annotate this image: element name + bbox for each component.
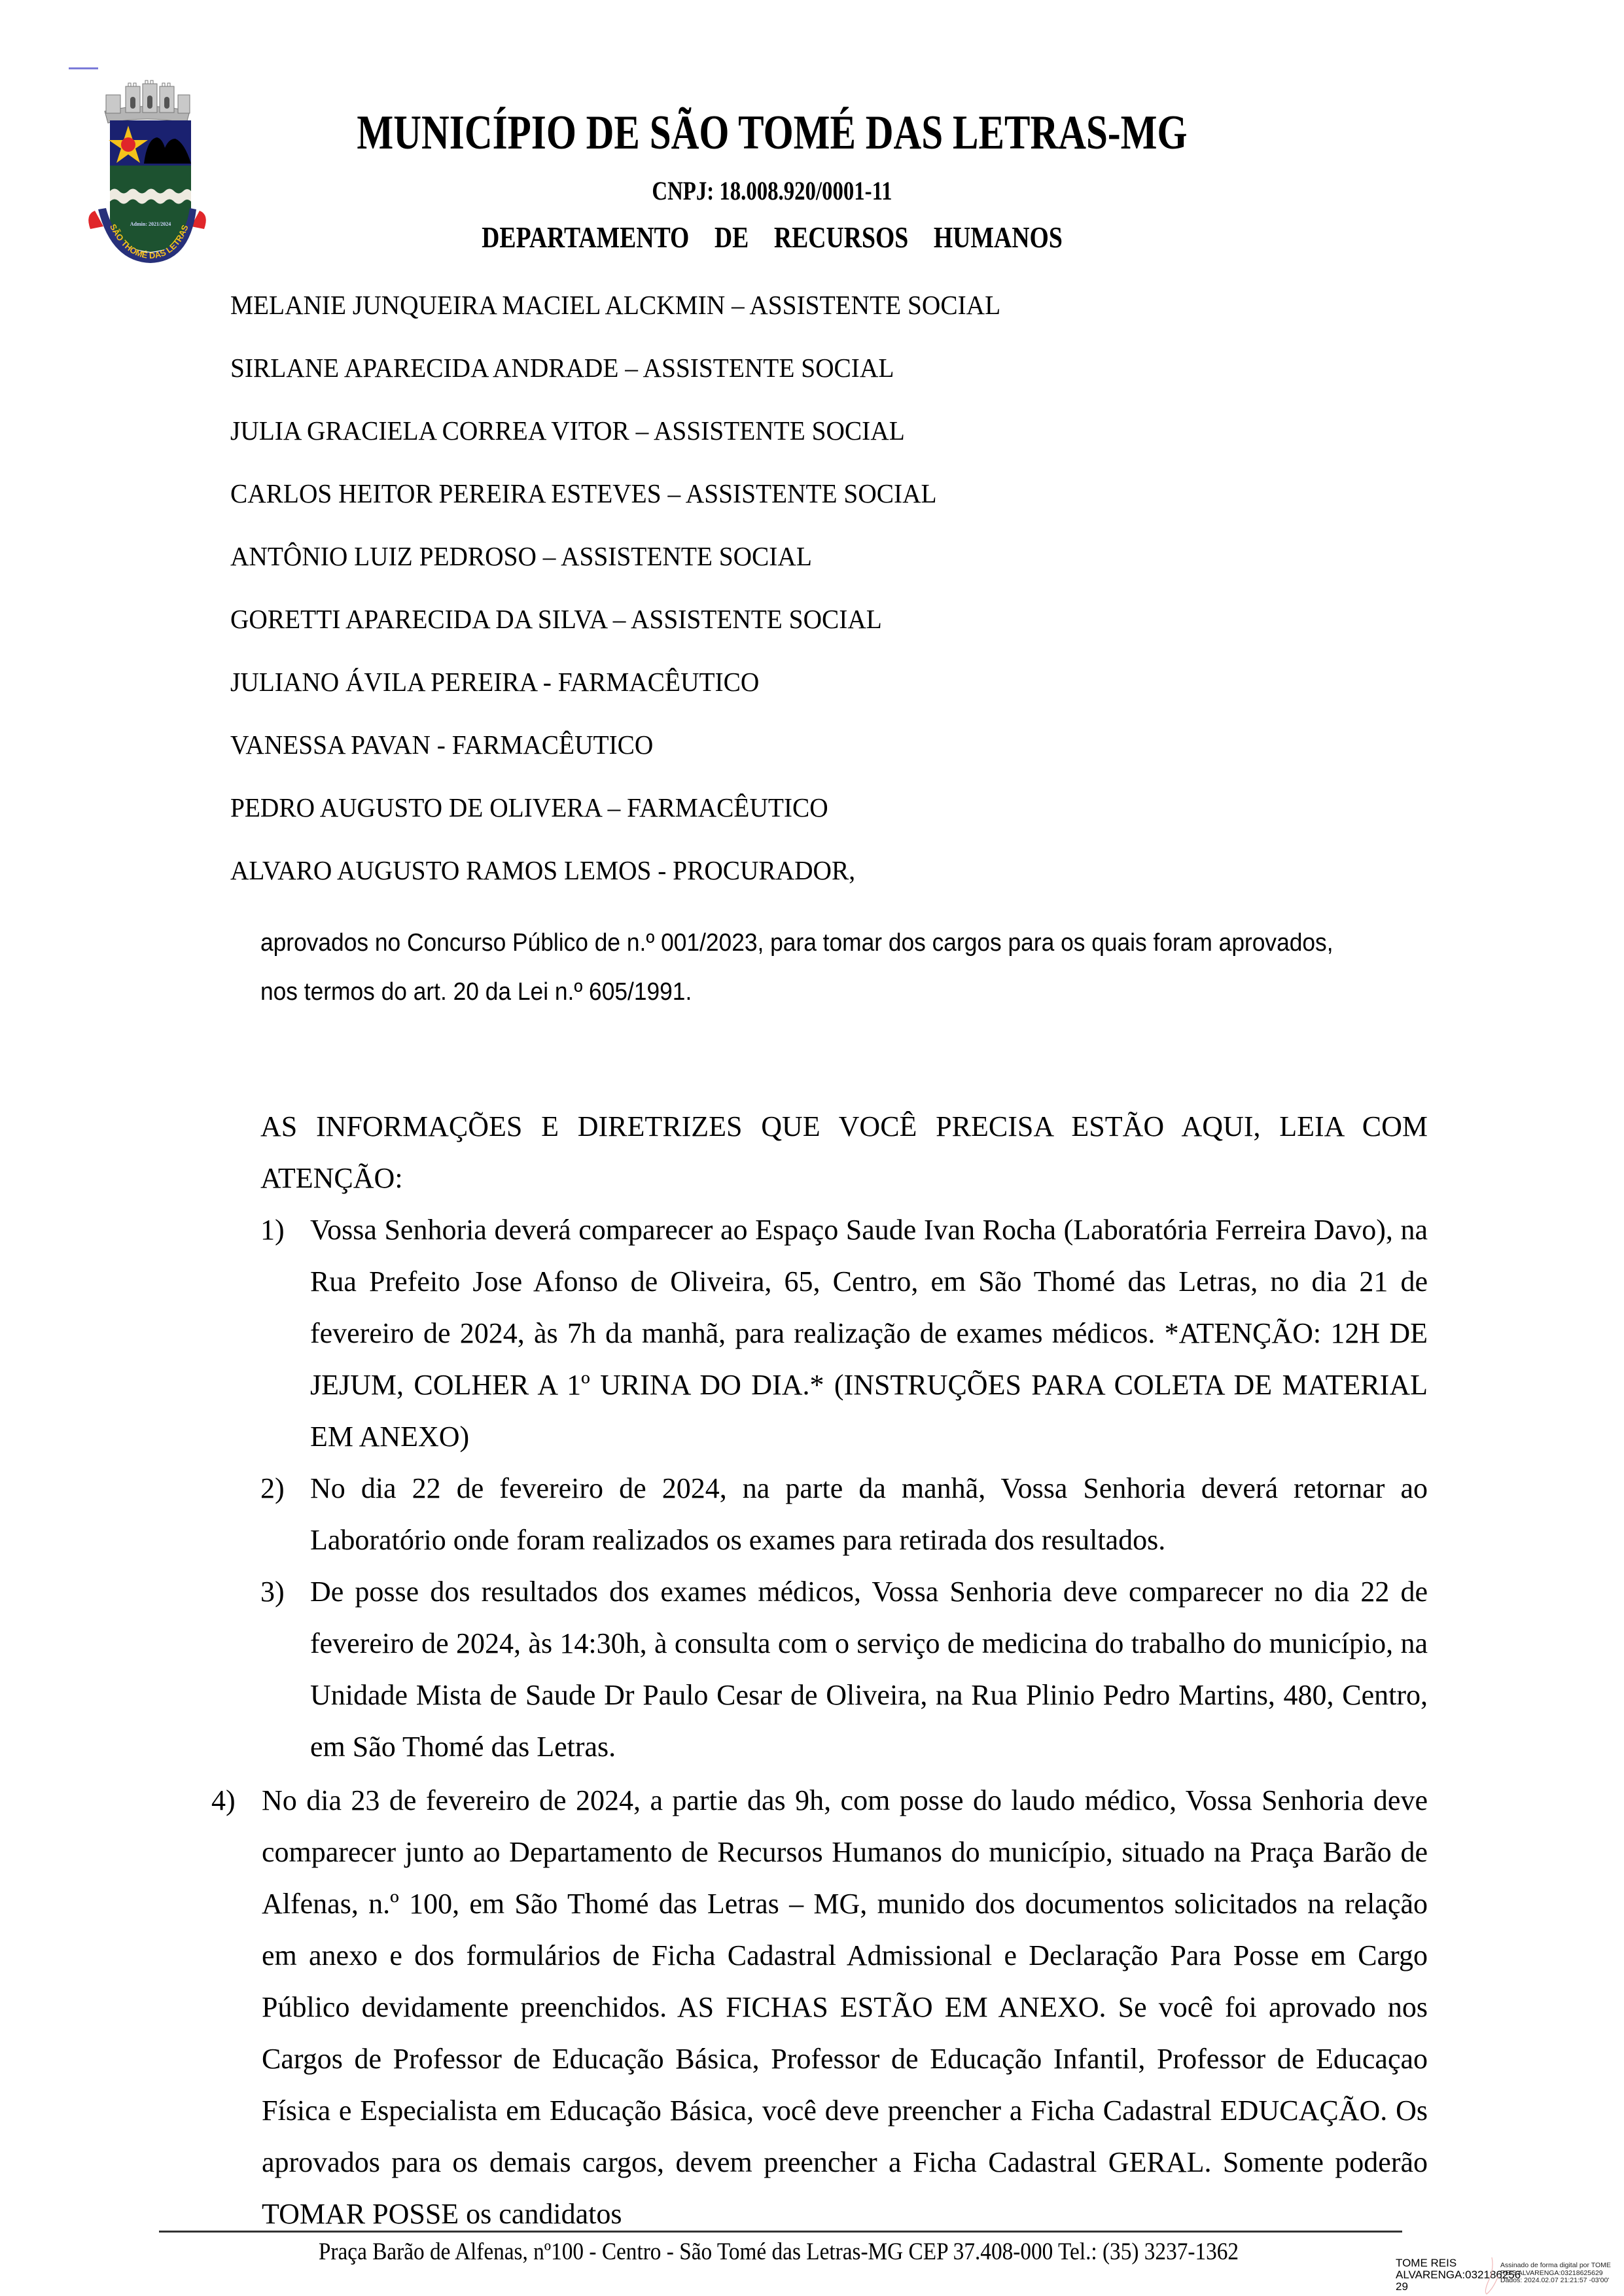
- candidate-name: JULIA GRACIELA CORREA VITOR – ASSISTENTE SOCIAL: [230, 415, 905, 446]
- department-name: DEPARTAMENTO DE RECURSOS HUMANOS: [482, 221, 1063, 254]
- candidate-name: SIRLANE APARECIDA ANDRADE – ASSISTENTE SOCIAL: [230, 353, 894, 383]
- item-number: 4): [211, 1784, 236, 1816]
- crest-ribbon-text: SÃO THOMÉ DAS LETRAS: [108, 222, 190, 261]
- instructions-section: [260, 1101, 1428, 1773]
- approval-line: aprovados no Concurso Público de n.º 001/2023, para tomar dos cargos para os quais foram aprovados,: [260, 929, 1333, 957]
- item-number: 1): [260, 1214, 285, 1246]
- signature-name-line: 29: [1396, 2280, 1408, 2293]
- item-text: Vossa Senhoria deverá comparecer ao Espaço Saude Ivan Rocha (Laboratória Ferreira Davo), na Rua Prefeito Jose Afonso de Oliveira, 65, Centro, em São Thomé das Letras, no dia 21 de fevereiro de 2024, às 7h da manhã, para realização de exames médicos. *ATENÇÃO: 12H DE JEJUM, COLHER A 1º URINA DO DIA.* (INSTRUÇÕES PARA COLETA DE MATERIAL EM ANEXO): [310, 1214, 1428, 1453]
- signature-detail-line: Dados: 2024.02.07 21:21:57 -03'00': [1500, 2276, 1610, 2284]
- footer-divider: [159, 2231, 1402, 2233]
- approved-candidates-list: [230, 274, 1033, 902]
- instructions-heading: AS INFORMAÇÕES E DIRETRIZES QUE VOCÊ PRECISA ESTÃO AQUI, LEIA COM ATENÇÃO:: [260, 1110, 1428, 1194]
- item-number: 2): [260, 1472, 285, 1504]
- candidate-name: CARLOS HEITOR PEREIRA ESTEVES – ASSISTENTE SOCIAL: [230, 478, 937, 508]
- mural-crown-icon: [105, 80, 190, 123]
- item-number: 3): [260, 1576, 285, 1608]
- item-text: No dia 22 de fevereiro de 2024, na parte da manhã, Vossa Senhoria deverá retornar ao Laboratório onde foram realizados os exames para retirada dos resultados.: [310, 1472, 1428, 1556]
- instruction-item: [260, 1204, 1428, 1462]
- page-title: MUNICÍPIO DE SÃO TOMÉ DAS LETRAS-MG: [357, 106, 1188, 160]
- candidate-name: GORETTI APARECIDA DA SILVA – ASSISTENTE SOCIAL: [230, 604, 882, 634]
- instruction-item: [260, 1566, 1428, 1773]
- candidate-name: JULIANO ÁVILA PEREIRA - FARMACÊUTICO: [230, 667, 760, 697]
- instruction-item: [211, 1775, 1428, 2240]
- candidate-name: ALVARO AUGUSTO RAMOS LEMOS - PROCURADOR,: [230, 855, 856, 885]
- approval-paragraph: [260, 919, 1438, 1017]
- signature-watermark-icon: [1480, 2256, 1500, 2295]
- item-text: No dia 23 de fevereiro de 2024, a partie das 9h, com posse do laudo médico, Vossa Senhoria deve comparecer junto ao Departamento de Recursos Humanos do município, situado na Praça Barão de Alfenas, n.º 100, em São Thomé das Letras – MG, munido dos documentos solicitados na relação em anexo e dos formulários de Ficha Cadastral Admissional e Declaração Para Posse em Cargo Público devidamente preenchidos. AS FICHAS ESTÃO EM ANEXO. Se você foi aprovado nos Cargos de Professor de Educação Básica, Professor de Educação Infantil, Professor de Educaçao Física e Especialista em Educação Básica, você deve preencher a Ficha Cadastral EDUCAÇÃO. Os aprovados para os demais cargos, devem preencher a Ficha Cadastral GERAL. Somente poderão TOMAR POSSE os candidatos: [262, 1784, 1428, 2230]
- approval-line: nos termos do art. 20 da Lei n.º 605/1991.: [260, 978, 692, 1006]
- coat-of-arms-logo: [65, 65, 229, 265]
- candidate-name: MELANIE JUNQUEIRA MACIEL ALCKMIN – ASSISTENTE SOCIAL: [230, 290, 1001, 320]
- candidate-name: PEDRO AUGUSTO DE OLIVERA – FARMACÊUTICO: [230, 792, 828, 822]
- item-text: De posse dos resultados dos exames médicos, Vossa Senhoria deve comparecer no dia 22 de fevereiro de 2024, às 14:30h, à consulta com o serviço de medicina do trabalho do município, na Unidade Mista de Saude Dr Paulo Cesar de Oliveira, na Rua Plinio Pedro Martins, 480, Centro, em São Thomé das Letras.: [310, 1576, 1428, 1763]
- cnpj-number: CNPJ: 18.008.920/0001-11: [652, 176, 892, 205]
- crest-admin-text: Admin: 2021/2024: [130, 221, 171, 227]
- candidate-name: VANESSA PAVAN - FARMACÊUTICO: [230, 730, 654, 760]
- signature-detail-line: REIS ALVARENGA:03218625629: [1500, 2269, 1603, 2277]
- candidate-name: ANTÔNIO LUIZ PEDROSO – ASSISTENTE SOCIAL: [230, 541, 812, 571]
- instruction-item: [260, 1462, 1428, 1566]
- signature-name-line: ALVARENGA:032186256: [1396, 2269, 1521, 2281]
- signature-name-line: TOME REIS: [1396, 2257, 1457, 2269]
- signature-detail-line: Assinado de forma digital por TOME: [1500, 2261, 1611, 2269]
- footer-address: Praça Barão de Alfenas, nº100 - Centro - São Tomé das Letras-MG CEP 37.408-000 Tel.: (35) 3237-1362: [318, 2238, 1239, 2265]
- signature-details: [1500, 2262, 1611, 2285]
